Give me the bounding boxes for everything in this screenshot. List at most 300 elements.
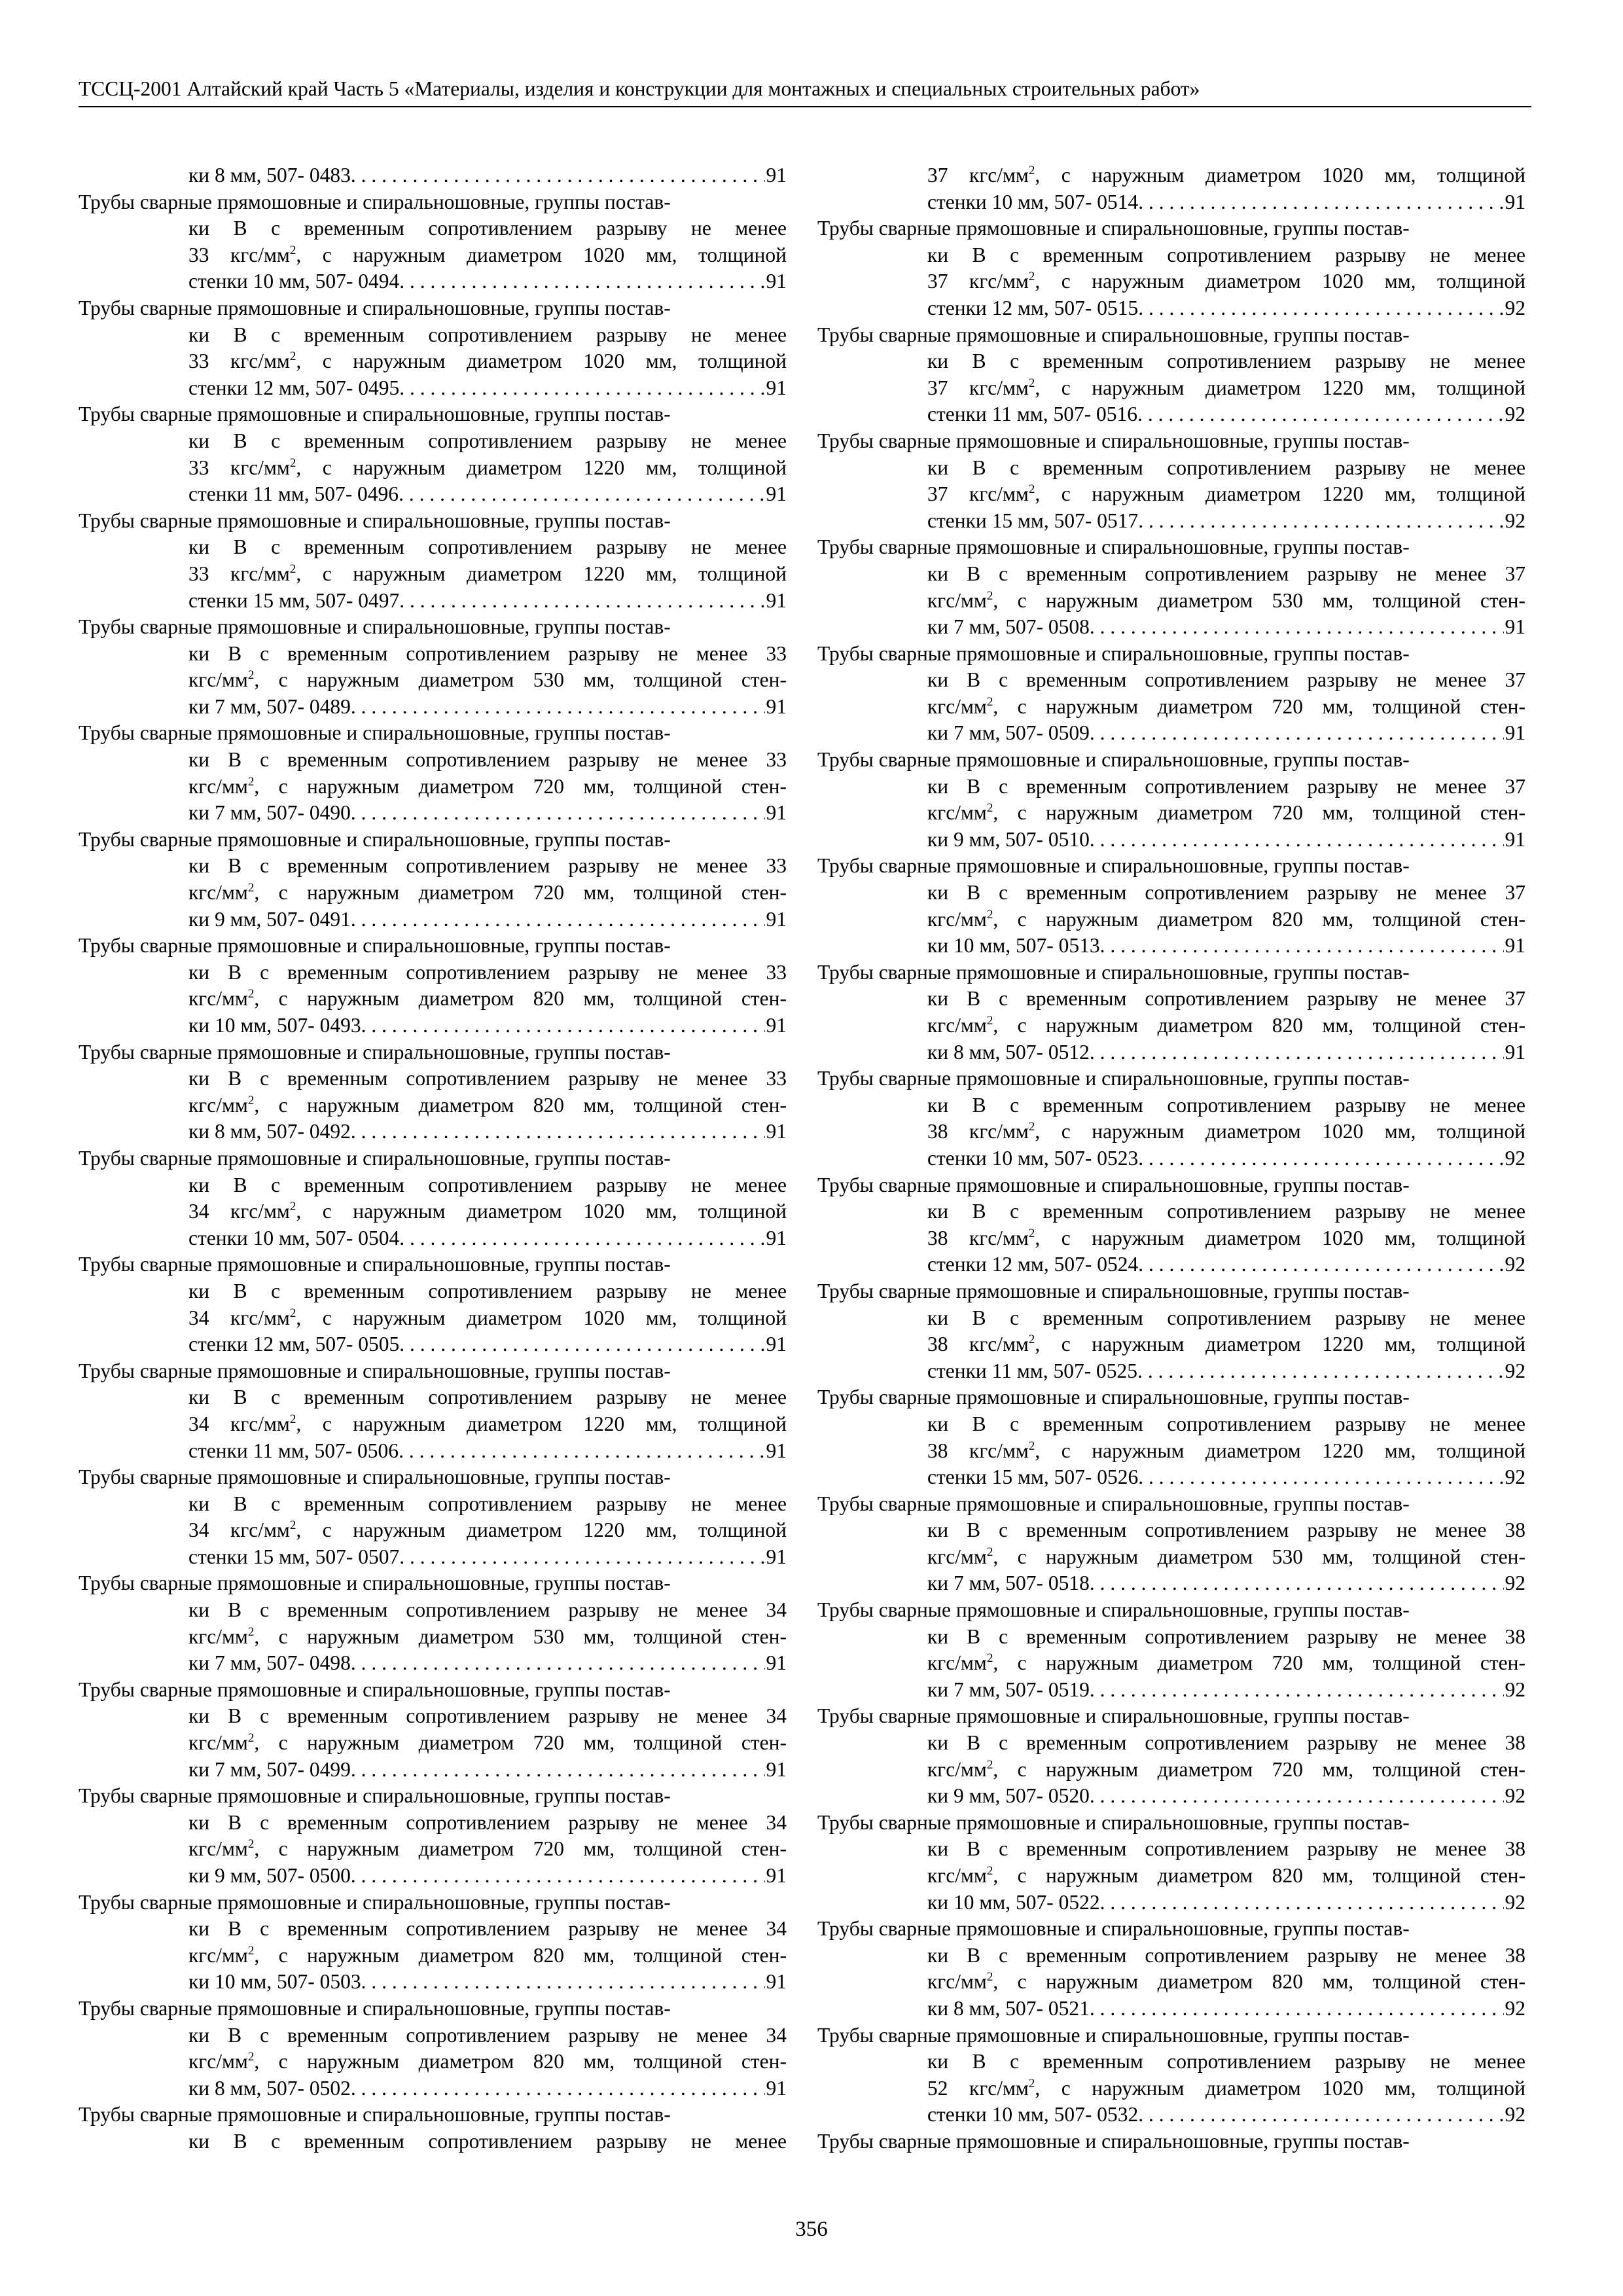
- dot-leader: [1138, 1464, 1503, 1491]
- entry-code-text: стенки 10 мм, 507- 0494: [188, 270, 400, 293]
- entry-title-line: Трубы сварные прямошовные и спиральношовные, группы постав-: [817, 2129, 1410, 2153]
- entry-text-line: ки В с временным сопротивлением разрыву не менее 34: [188, 1810, 787, 1834]
- entry-text-line: 34 кгс/$мм^2$, с наружным диаметром 1220 мм, толщиной: [188, 1412, 787, 1435]
- index-entry: [817, 162, 1525, 215]
- entry-text-line: кгс/$мм^2$, с наружным диаметром 820 мм, толщиной стен-: [188, 2050, 787, 2073]
- entry-text-line: ки В с временным сопротивлением разрыву не менее 34: [188, 2023, 787, 2047]
- entry-page-ref: 91: [766, 1120, 787, 1143]
- entry-code-text: стенки 10 мм, 507- 0532: [927, 2103, 1139, 2126]
- entry-text-line: кгс/$мм^2$, с наружным диаметром 720 мм, толщиной стен-: [188, 1837, 787, 1861]
- entry-code-text: ки 8 мм, 507- 0521: [927, 1996, 1090, 2020]
- index-entry: [79, 162, 787, 189]
- entry-leader-line: [79, 1225, 787, 1252]
- entry-code-text: ки 7 мм, 507- 0499: [188, 1757, 351, 1781]
- dot-leader: [351, 1863, 765, 1890]
- index-entry: [79, 933, 787, 1039]
- entry-text-line: ки В с временным сопротивлением разрыву не менее: [188, 217, 787, 240]
- entry-text-line: 33 кгс/$мм^2$, с наружным диаметром 1020 мм, толщиной: [188, 243, 787, 266]
- entry-title-line: Трубы сварные прямошовные и спиральношовные, группы постав-: [817, 1917, 1410, 1941]
- index-entry: [79, 1145, 787, 1251]
- entry-text-line: 34 кгс/$мм^2$, с наружным диаметром 1220 мм, толщиной: [188, 1518, 787, 1542]
- index-entry: [79, 1039, 787, 1145]
- entry-text-line: 34 кгс/$мм^2$, с наружным диаметром 1020 мм, толщиной: [188, 1200, 787, 1223]
- dot-leader: [1090, 1677, 1504, 1704]
- entry-text-line: ки В с временным сопротивлением разрыву не менее: [927, 1200, 1525, 1223]
- entry-code-text: стенки 11 мм, 507- 0496: [188, 482, 399, 506]
- entry-page-ref: 92: [1505, 1996, 1525, 2020]
- entry-code-text: ки 7 мм, 507- 0509: [927, 721, 1090, 745]
- dot-leader: [399, 1438, 764, 1465]
- index-entry: [817, 1916, 1525, 2022]
- entry-text-line: 33 кгс/$мм^2$, с наружным диаметром 1020 мм, толщиной: [188, 350, 787, 373]
- entry-page-ref: 91: [766, 1864, 787, 1887]
- entry-code-text: ки 9 мм, 507- 0510: [927, 827, 1090, 851]
- entry-code-text: ки 7 мм, 507- 0508: [927, 615, 1090, 639]
- dot-leader: [351, 906, 765, 933]
- entry-text-line: 52 кгс/$мм^2$, с наружным диаметром 1020 мм, толщиной: [927, 2076, 1525, 2100]
- entry-title-line: Трубы сварные прямошовные и спиральношовные, группы постав-: [79, 615, 671, 639]
- index-entry: [817, 853, 1525, 959]
- index-entry: [79, 720, 787, 826]
- entry-text-line: 34 кгс/$мм^2$, с наружным диаметром 1020 мм, толщиной: [188, 1306, 787, 1329]
- entry-page-ref: 92: [1505, 296, 1525, 319]
- entry-title-line: Трубы сварные прямошовные и спиральношовные, группы постав-: [817, 1173, 1410, 1196]
- entry-title-line: Трубы сварные прямошовные и спиральношовные, группы постав-: [817, 1067, 1410, 1090]
- entry-leader-line: [79, 588, 787, 615]
- entry-code-text: ки 9 мм, 507- 0491: [188, 907, 351, 931]
- entry-text-line: 37 кгс/$мм^2$, с наружным диаметром 1220 мм, толщиной: [927, 482, 1525, 506]
- entry-text-line: ки В с временным сопротивлением разрыву не менее 38: [927, 1837, 1525, 1861]
- index-entry: [79, 2102, 787, 2155]
- entry-leader-line: [817, 1570, 1525, 1597]
- entry-title-line: Трубы сварные прямошовные и спиральношовные, группы постав-: [817, 960, 1410, 984]
- index-entry: [817, 1066, 1525, 1172]
- entry-page-ref: 92: [1505, 1465, 1525, 1489]
- entry-code-text: ки 7 мм, 507- 0490: [188, 801, 351, 825]
- entry-leader-line: [817, 1251, 1525, 1278]
- entry-page-ref: 91: [1505, 1040, 1525, 1064]
- entry-title-line: Трубы сварные прямошовные и спиральношовные, группы постав-: [79, 934, 671, 958]
- entry-page-ref: 92: [1505, 1146, 1525, 1170]
- entry-leader-line: [79, 1013, 787, 1039]
- entry-text-line: кгс/$мм^2$, с наружным диаметром 720 мм, толщиной стен-: [188, 1731, 787, 1755]
- entry-code-text: стенки 10 мм, 507- 0514: [927, 190, 1139, 213]
- entry-code-text: стенки 11 мм, 507- 0525: [927, 1359, 1138, 1382]
- entry-leader-line: [79, 1757, 787, 1784]
- entry-title-line: Трубы сварные прямошовные и спиральношовные, группы постав-: [79, 1359, 671, 1382]
- entry-title-line: Трубы сварные прямошовные и спиральношовные, группы постав-: [79, 1677, 671, 1701]
- entry-leader-line: [79, 162, 787, 189]
- entry-text-line: кгс/$мм^2$, с наружным диаметром 820 мм, толщиной стен-: [927, 907, 1525, 931]
- entry-text-line: ки В с временным сопротивлением разрыву не менее 38: [927, 1624, 1525, 1648]
- entry-text-line: 33 кгс/$мм^2$, с наружным диаметром 1220 мм, толщиной: [188, 456, 787, 479]
- entry-text-line: кгс/$мм^2$, с наружным диаметром 820 мм, толщиной стен-: [188, 1943, 787, 1967]
- entry-text-line: кгс/$мм^2$, с наружным диаметром 820 мм, толщиной стен-: [188, 1093, 787, 1117]
- index-entry: [817, 1384, 1525, 1490]
- entry-leader-line: [817, 401, 1525, 428]
- entry-leader-line: [817, 295, 1525, 322]
- entry-text-line: ки В с временным сопротивлением разрыву не менее: [188, 1386, 787, 1409]
- entry-page-ref: 91: [766, 588, 787, 612]
- entry-leader-line: [817, 2102, 1525, 2128]
- entry-code-text: ки 7 мм, 507- 0489: [188, 694, 351, 718]
- index-entry: [817, 1810, 1525, 1916]
- entry-code-text: стенки 11 мм, 507- 0516: [927, 403, 1138, 426]
- entry-text-line: 37 кгс/$мм^2$, с наружным диаметром 1220 мм, толщиной: [927, 376, 1525, 399]
- entry-text-line: кгс/$мм^2$, с наружным диаметром 820 мм, толщиной стен-: [188, 987, 787, 1011]
- entry-title-line: Трубы сварные прямошовные и спиральношовные, группы постав-: [817, 1598, 1410, 1622]
- entry-title-line: Трубы сварные прямошовные и спиральношовные, группы постав-: [817, 1386, 1410, 1409]
- entry-title-line: Трубы сварные прямошовные и спиральношовные, группы постав-: [817, 1810, 1410, 1834]
- dot-leader: [351, 694, 765, 721]
- entry-text-line: ки В с временным сопротивлением разрыву не менее 33: [188, 641, 787, 665]
- entry-leader-line: [79, 906, 787, 933]
- entry-leader-line: [817, 1677, 1525, 1704]
- entry-code-text: стенки 12 мм, 507- 0505: [188, 1333, 400, 1356]
- entry-title-line: Трубы сварные прямошовные и спиральношовные, группы постав-: [79, 1465, 671, 1489]
- entry-text-line: кгс/$мм^2$, с наружным диаметром 820 мм, толщиной стен-: [927, 1864, 1525, 1887]
- index-entry: [79, 189, 787, 295]
- entry-text-line: 33 кгс/$мм^2$, с наружным диаметром 1220 мм, толщиной: [188, 562, 787, 585]
- entry-code-text: ки 10 мм, 507- 0503: [188, 1970, 361, 1994]
- dot-leader: [351, 2075, 765, 2102]
- entry-leader-line: [817, 508, 1525, 535]
- entry-title-line: Трубы сварные прямошовные и спиральношовные, группы постав-: [79, 1571, 671, 1595]
- entry-text-line: кгс/$мм^2$, с наружным диаметром 820 мм, толщиной стен-: [927, 1970, 1525, 1994]
- index-entry: [817, 534, 1525, 640]
- entry-text-line: ки В с временным сопротивлением разрыву не менее: [927, 350, 1525, 373]
- entry-page-ref: 91: [766, 1757, 787, 1781]
- dot-leader: [399, 1544, 764, 1571]
- index-entry: [79, 1358, 787, 1464]
- dot-leader: [351, 1119, 765, 1145]
- index-entry: [79, 1783, 787, 1889]
- entry-text-line: ки В с временным сопротивлением разрыву не менее 38: [927, 1943, 1525, 1967]
- dot-leader: [1090, 827, 1504, 853]
- index-entry: [79, 1890, 787, 1996]
- entry-leader-line: [817, 1996, 1525, 2022]
- entry-title-line: Трубы сварные прямошовные и спиральношовные, группы постав-: [79, 1996, 671, 2020]
- entry-page-ref: 91: [766, 482, 787, 506]
- entry-code-text: стенки 12 мм, 507- 0524: [927, 1253, 1139, 1276]
- entry-text-line: ки В с временным сопротивлением разрыву не менее: [927, 2050, 1525, 2073]
- entry-text-line: 38 кгс/$мм^2$, с наружным диаметром 1020 мм, толщиной: [927, 1226, 1525, 1249]
- index-entry: [79, 1996, 787, 2102]
- entry-page-ref: 91: [766, 1014, 787, 1037]
- dot-leader: [1090, 1039, 1504, 1066]
- entry-page-ref: 91: [766, 270, 787, 293]
- entry-title-line: Трубы сварные прямошовные и спиральношовные, группы постав-: [817, 2023, 1410, 2047]
- entry-leader-line: [79, 1863, 787, 1890]
- entry-title-line: Трубы сварные прямошовные и спиральношовные, группы постав-: [817, 748, 1410, 772]
- entry-title-line: Трубы сварные прямошовные и спиральношовные, группы постав-: [79, 296, 671, 319]
- entry-text-line: ки В с временным сопротивлением разрыву не менее 38: [927, 1518, 1525, 1542]
- entry-page-ref: 91: [1505, 827, 1525, 851]
- entry-text-line: ки В с временным сопротивлением разрыву не менее 34: [188, 1598, 787, 1622]
- dot-leader: [1138, 189, 1503, 216]
- entry-text-line: ки В с временным сопротивлением разрыву не менее: [188, 2129, 787, 2153]
- entry-text-line: ки В с временным сопротивлением разрыву не менее 34: [188, 1917, 787, 1941]
- entry-leader-line: [79, 268, 787, 295]
- dot-leader: [399, 375, 764, 402]
- entry-text-line: кгс/$мм^2$, с наружным диаметром 530 мм, толщиной стен-: [927, 588, 1525, 612]
- index-entry: [817, 2128, 1525, 2155]
- entry-title-line: Трубы сварные прямошовные и спиральношовные, группы постав-: [817, 1279, 1410, 1302]
- entry-text-line: ки В с временным сопротивлением разрыву не менее: [188, 1492, 787, 1515]
- entry-leader-line: [817, 1464, 1525, 1491]
- index-column-left: [79, 162, 787, 2155]
- entry-leader-line: [79, 1544, 787, 1571]
- entry-leader-line: [79, 1331, 787, 1358]
- entry-leader-line: [79, 694, 787, 721]
- entry-text-line: ки В с временным сопротивлением разрыву не менее: [188, 1279, 787, 1302]
- entry-text-line: 38 кгс/$мм^2$, с наружным диаметром 1220 мм, толщиной: [927, 1333, 1525, 1356]
- entry-page-ref: 91: [766, 1439, 787, 1462]
- index-entry: [817, 960, 1525, 1066]
- entry-code-text: ки 9 мм, 507- 0520: [927, 1784, 1090, 1808]
- index-entry: [817, 747, 1525, 853]
- entry-page-ref: 91: [766, 376, 787, 399]
- entry-code-text: ки 8 мм, 507- 0483: [188, 164, 351, 187]
- entry-code-text: ки 9 мм, 507- 0500: [188, 1864, 351, 1887]
- dot-leader: [361, 1969, 765, 1996]
- entry-text-line: ки В с временным сопротивлением разрыву не менее: [927, 1093, 1525, 1117]
- index-entry: [79, 1677, 787, 1783]
- entry-leader-line: [79, 800, 787, 827]
- entry-leader-line: [817, 827, 1525, 853]
- entry-text-line: кгс/$мм^2$, с наружным диаметром 720 мм, толщиной стен-: [927, 801, 1525, 825]
- entry-leader-line: [817, 1145, 1525, 1172]
- entry-page-ref: 91: [1505, 934, 1525, 958]
- entry-text-line: ки В с временным сопротивлением разрыву не менее 37: [927, 668, 1525, 692]
- dot-leader: [351, 1650, 765, 1677]
- entry-leader-line: [817, 1890, 1525, 1916]
- index-entry: [79, 1570, 787, 1676]
- entry-text-line: ки В с временным сопротивлением разрыву не менее: [927, 456, 1525, 479]
- index-entry: [817, 2022, 1525, 2128]
- entry-title-line: Трубы сварные прямошовные и спиральношовные, группы постав-: [817, 217, 1410, 240]
- entry-text-line: ки В с временным сопротивлением разрыву не менее 34: [188, 1704, 787, 1728]
- entry-page-ref: 91: [766, 164, 787, 187]
- entry-title-line: Трубы сварные прямошовные и спиральношовные, группы постав-: [817, 854, 1410, 878]
- dot-leader: [1138, 508, 1503, 535]
- dot-leader: [399, 268, 764, 295]
- entry-page-ref: 92: [1505, 1784, 1525, 1808]
- entry-leader-line: [79, 1969, 787, 1996]
- entry-page-ref: 91: [766, 907, 787, 931]
- entry-code-text: ки 7 мм, 507- 0518: [927, 1571, 1090, 1595]
- dot-leader: [351, 800, 765, 827]
- index-entry: [79, 295, 787, 401]
- entry-title-line: Трубы сварные прямошовные и спиральношовные, группы постав-: [79, 509, 671, 532]
- entry-title-line: Трубы сварные прямошовные и спиральношовные, группы постав-: [79, 1040, 671, 1064]
- entry-leader-line: [79, 2075, 787, 2102]
- entry-text-line: кгс/$мм^2$, с наружным диаметром 720 мм, толщиной стен-: [188, 774, 787, 798]
- entry-page-ref: 92: [1505, 1359, 1525, 1382]
- index-entry: [79, 614, 787, 720]
- index-entry: [79, 1251, 787, 1357]
- entry-code-text: стенки 11 мм, 507- 0506: [188, 1439, 399, 1462]
- entry-leader-line: [817, 614, 1525, 641]
- entry-leader-line: [817, 1783, 1525, 1810]
- dot-leader: [351, 1757, 765, 1784]
- entry-text-line: кгс/$мм^2$, с наружным диаметром 720 мм, толщиной стен-: [927, 1651, 1525, 1675]
- entry-page-ref: 91: [766, 1226, 787, 1249]
- entry-code-text: ки 8 мм, 507- 0492: [188, 1120, 351, 1143]
- entry-code-text: стенки 15 мм, 507- 0517: [927, 509, 1139, 532]
- entry-text-line: ки В с временным сопротивлением разрыву не менее 33: [188, 960, 787, 984]
- index-entry: [817, 1172, 1525, 1278]
- entry-page-ref: 91: [766, 1333, 787, 1356]
- entry-text-line: ки В с временным сопротивлением разрыву не менее 33: [188, 854, 787, 878]
- entry-code-text: ки 8 мм, 507- 0512: [927, 1040, 1090, 1064]
- entry-leader-line: [817, 933, 1525, 960]
- entry-leader-line: [79, 481, 787, 508]
- dot-leader: [399, 1331, 764, 1358]
- page-number: 356: [795, 2217, 828, 2241]
- entry-title-line: Трубы сварные прямошовные и спиральношовные, группы постав-: [79, 190, 671, 213]
- entry-page-ref: 91: [766, 2076, 787, 2100]
- dot-leader: [1090, 1783, 1504, 1810]
- entry-code-text: ки 10 мм, 507- 0493: [188, 1014, 361, 1037]
- dot-leader: [1090, 720, 1504, 747]
- entry-title-line: Трубы сварные прямошовные и спиральношовные, группы постав-: [79, 827, 671, 851]
- entry-text-line: ки В с временным сопротивлением разрыву не менее: [188, 323, 787, 346]
- entry-page-ref: 91: [766, 1970, 787, 1994]
- entry-text-line: 38 кгс/$мм^2$, с наружным диаметром 1220 мм, толщиной: [927, 1439, 1525, 1462]
- entry-text-line: 37 кгс/$мм^2$, с наружным диаметром 1020 мм, толщиной: [927, 270, 1525, 293]
- dot-leader: [399, 1225, 764, 1252]
- entry-code-text: стенки 15 мм, 507- 0497: [188, 588, 400, 612]
- entry-text-line: кгс/$мм^2$, с наружным диаметром 820 мм, толщиной стен-: [927, 1014, 1525, 1037]
- entry-text-line: ки В с временным сопротивлением разрыву не менее: [927, 1412, 1525, 1435]
- entry-text-line: ки В с временным сопротивлением разрыву не менее: [927, 1306, 1525, 1329]
- entry-leader-line: [817, 189, 1525, 216]
- entry-text-line: ки В с временным сопротивлением разрыву не менее 38: [927, 1731, 1525, 1755]
- dot-leader: [399, 481, 764, 508]
- entry-text-line: кгс/$мм^2$, с наружным диаметром 720 мм, толщиной стен-: [927, 1757, 1525, 1781]
- entry-page-ref: 92: [1505, 403, 1525, 426]
- entry-text-line: кгс/$мм^2$, с наружным диаметром 530 мм, толщиной стен-: [927, 1545, 1525, 1568]
- index-entry: [817, 1491, 1525, 1597]
- entry-text-line: 38 кгс/$мм^2$, с наружным диаметром 1020 мм, толщиной: [927, 1120, 1525, 1143]
- entry-text-line: 37 кгс/$мм^2$, с наружным диаметром 1020 мм, толщиной: [927, 164, 1525, 187]
- entry-title-line: Трубы сварные прямошовные и спиральношовные, группы постав-: [79, 1890, 671, 1914]
- dot-leader: [1137, 401, 1503, 428]
- entry-code-text: ки 10 мм, 507- 0513: [927, 934, 1100, 958]
- entry-text-line: кгс/$мм^2$, с наружным диаметром 720 мм, толщиной стен-: [188, 881, 787, 905]
- entry-title-line: Трубы сварные прямошовные и спиральношовные, группы постав-: [79, 1253, 671, 1276]
- entry-title-line: Трубы сварные прямошовные и спиральношовные, группы постав-: [817, 535, 1410, 559]
- entry-title-line: Трубы сварные прямошовные и спиральношовные, группы постав-: [817, 641, 1410, 665]
- index-entry: [79, 508, 787, 614]
- entry-code-text: стенки 15 мм, 507- 0507: [188, 1545, 400, 1568]
- entry-page-ref: 91: [1505, 615, 1525, 639]
- index-entry: [817, 215, 1525, 321]
- entry-page-ref: 91: [1505, 190, 1525, 213]
- entry-code-text: стенки 10 мм, 507- 0504: [188, 1226, 400, 1249]
- entry-title-line: Трубы сварные прямошовные и спиральношовные, группы постав-: [79, 2103, 671, 2126]
- dot-leader: [351, 162, 765, 189]
- entry-title-line: Трубы сварные прямошовные и спиральношовные, группы постав-: [79, 403, 671, 426]
- index-entry: [817, 322, 1525, 428]
- dot-leader: [1090, 1570, 1504, 1597]
- entry-leader-line: [79, 1438, 787, 1465]
- dot-leader: [399, 588, 764, 615]
- entry-title-line: Трубы сварные прямошовные и спиральношовные, группы постав-: [817, 1492, 1410, 1515]
- index-entry: [817, 641, 1525, 747]
- entry-page-ref: 92: [1505, 1890, 1525, 1914]
- entry-text-line: кгс/$мм^2$, с наружным диаметром 530 мм, толщиной стен-: [188, 668, 787, 692]
- dot-leader: [1100, 1890, 1504, 1916]
- entry-page-ref: 92: [1505, 2103, 1525, 2126]
- entry-leader-line: [79, 1119, 787, 1145]
- entry-code-text: ки 10 мм, 507- 0522: [927, 1890, 1100, 1914]
- entry-text-line: ки В с временным сопротивлением разрыву не менее: [927, 243, 1525, 266]
- entry-title-line: Трубы сварные прямошовные и спиральношовные, группы постав-: [817, 1704, 1410, 1728]
- entry-page-ref: 91: [766, 1545, 787, 1568]
- entry-page-ref: 91: [766, 694, 787, 718]
- running-header: ТССЦ-2001 Алтайский край Часть 5 «Материалы, изделия и конструкции для монтажных и специальных строительных работ»: [79, 76, 1531, 107]
- dot-leader: [361, 1013, 765, 1039]
- entry-text-line: ки В с временным сопротивлением разрыву не менее 33: [188, 748, 787, 772]
- entry-code-text: стенки 12 мм, 507- 0515: [927, 296, 1139, 319]
- entry-title-line: Трубы сварные прямошовные и спиральношовные, группы постав-: [817, 323, 1410, 346]
- index-column-right: [817, 162, 1525, 2155]
- entry-leader-line: [817, 1358, 1525, 1385]
- entry-code-text: стенки 12 мм, 507- 0495: [188, 376, 400, 399]
- entry-title-line: Трубы сварные прямошовные и спиральношовные, группы постав-: [79, 1146, 671, 1170]
- dot-leader: [1090, 614, 1504, 641]
- entry-code-text: стенки 10 мм, 507- 0523: [927, 1146, 1139, 1170]
- entry-leader-line: [79, 1650, 787, 1677]
- entry-page-ref: 92: [1505, 509, 1525, 532]
- index-entry: [817, 428, 1525, 534]
- entry-leader-line: [817, 1039, 1525, 1066]
- entry-code-text: стенки 15 мм, 507- 0526: [927, 1465, 1139, 1489]
- entry-code-text: ки 7 мм, 507- 0519: [927, 1677, 1090, 1701]
- dot-leader: [1090, 1996, 1504, 2022]
- index-entry: [817, 1703, 1525, 1809]
- entry-text-line: ки В с временным сопротивлением разрыву не менее: [188, 1173, 787, 1196]
- entry-text-line: ки В с временным сопротивлением разрыву не менее 37: [927, 881, 1525, 905]
- entry-page-ref: 92: [1505, 1571, 1525, 1595]
- dot-leader: [1137, 1358, 1503, 1385]
- entry-leader-line: [79, 375, 787, 402]
- entry-text-line: кгс/$мм^2$, с наружным диаметром 530 мм, толщиной стен-: [188, 1624, 787, 1648]
- entry-text-line: ки В с временным сопротивлением разрыву не менее 37: [927, 987, 1525, 1011]
- index-entry: [817, 1597, 1525, 1703]
- index-entry: [79, 827, 787, 933]
- entry-page-ref: 91: [1505, 721, 1525, 745]
- dot-leader: [1138, 1145, 1503, 1172]
- dot-leader: [1138, 1251, 1503, 1278]
- index-entry: [79, 1464, 787, 1570]
- entry-page-ref: 92: [1505, 1677, 1525, 1701]
- entry-title-line: Трубы сварные прямошовные и спиральношовные, группы постав-: [79, 1784, 671, 1808]
- entry-text-line: ки В с временным сопротивлением разрыву не менее 37: [927, 562, 1525, 585]
- entry-title-line: Трубы сварные прямошовные и спиральношовные, группы постав-: [79, 721, 671, 745]
- entry-code-text: ки 7 мм, 507- 0498: [188, 1651, 351, 1675]
- entry-text-line: ки В с временным сопротивлением разрыву не менее: [188, 535, 787, 559]
- entry-title-line: Трубы сварные прямошовные и спиральношовные, группы постав-: [817, 429, 1410, 452]
- dot-leader: [1100, 933, 1504, 960]
- entry-page-ref: 91: [766, 801, 787, 825]
- index-entry: [817, 1278, 1525, 1384]
- index-entry: [79, 401, 787, 507]
- entry-page-ref: 91: [766, 1651, 787, 1675]
- entry-leader-line: [817, 720, 1525, 747]
